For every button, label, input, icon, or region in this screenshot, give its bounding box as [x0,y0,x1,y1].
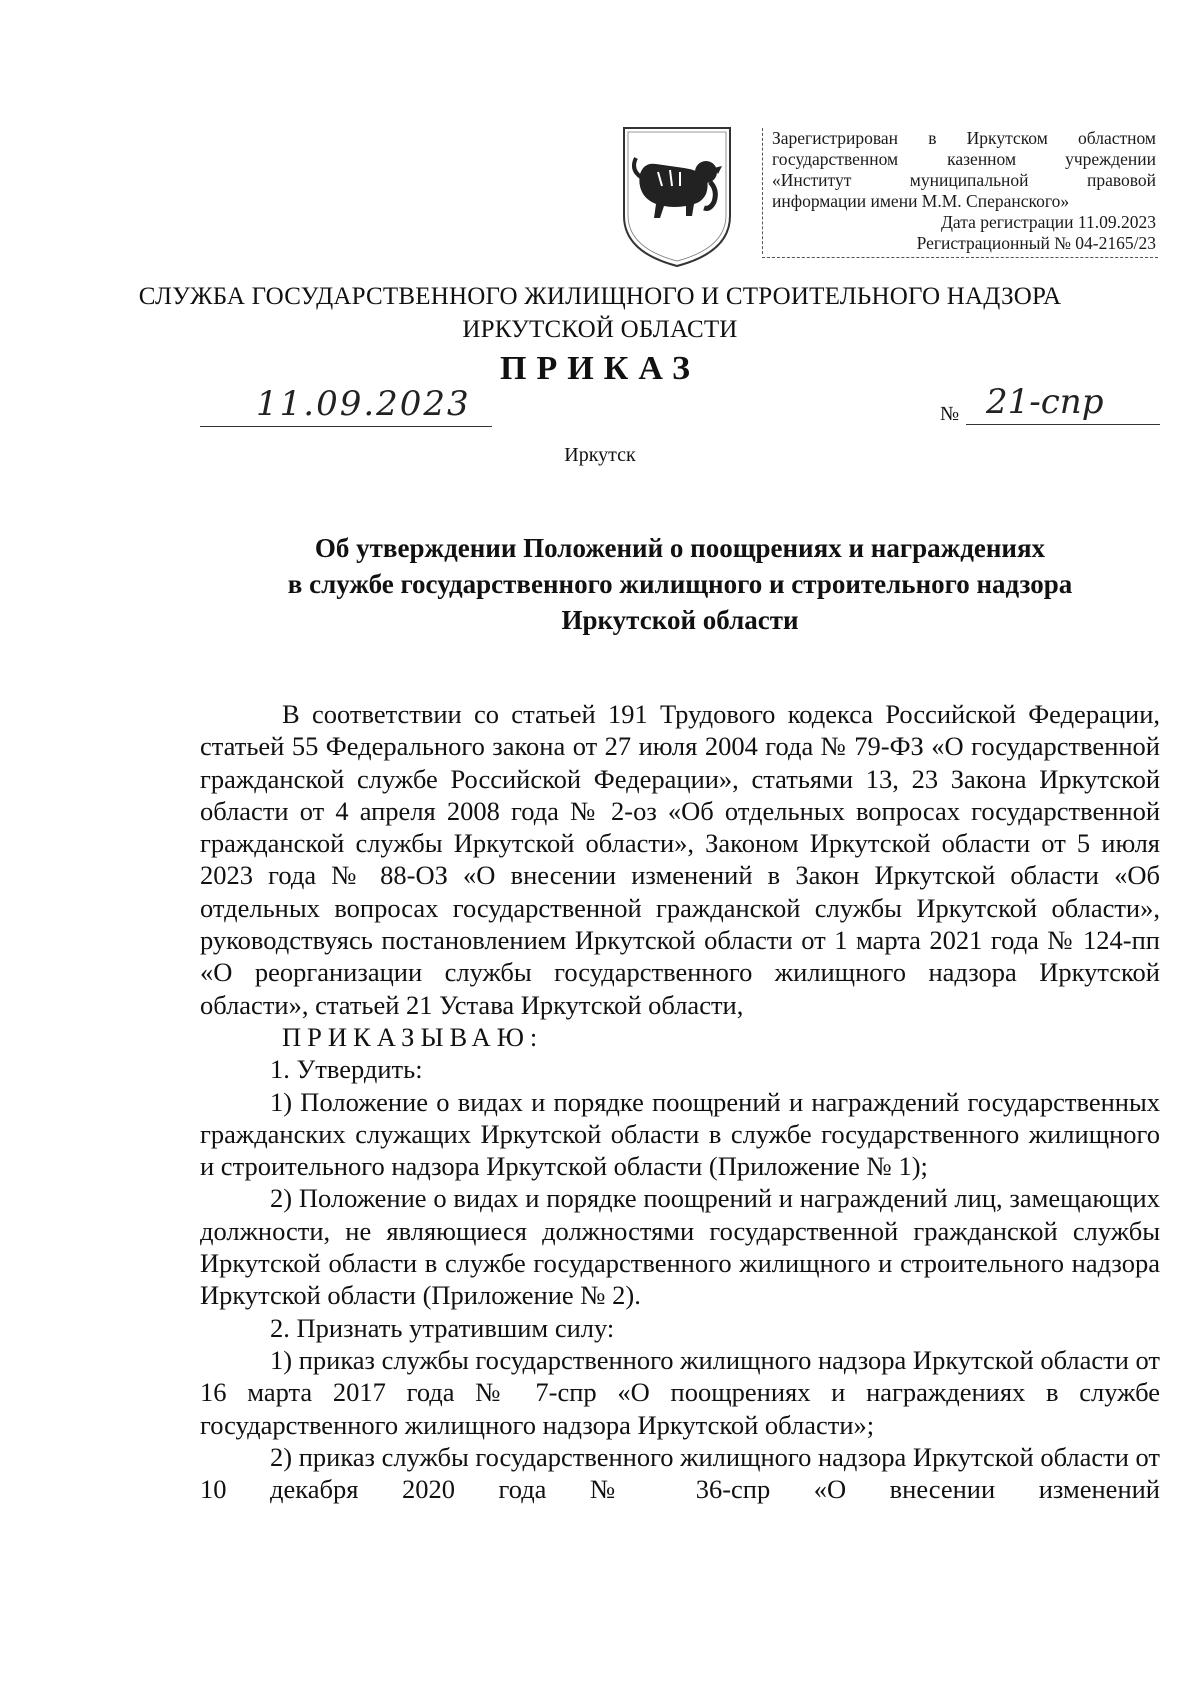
agency-name [50,280,1150,346]
stamp-border-bottom [762,257,1158,258]
preamble-paragraph: В соответствии со статьей 191 Трудового кодекса Российской Федерации, статьей 55 Федерального закона от 27 июля 2004 года № 79-ФЗ «О государственной гражданской службе Российской Федерации», статьями 13, 23 Закона Иркутской области от 4 апреля 2008 года № 2-оз «Об отдельных вопросах государственной гражданской службы Иркутской области», Законом Иркутской области от 5 июля 2023 года № 88-ОЗ «О внесении изменений в Закон Иркутской области «Об отдельных вопросах государственной гражданской службы Иркутской области», руководствуясь постановлением Иркутской области от 1 марта 2021 года № 124-пп «О реорганизации службы государственного жилищного надзора Иркутской области», статьей 21 Устава Иркутской области, [200,699,1160,1020]
stamp-line: «Институт муниципальной правовой [772,170,1156,190]
title-line3: Иркутской области [561,605,799,635]
agency-name-line1: СЛУЖБА ГОСУДАРСТВЕННОГО ЖИЛИЩНОГО И СТРОИТЕЛЬНОГО НАДЗОРА [138,283,1062,310]
handwritten-date: 11.09.2023 [256,384,471,424]
date-field [200,382,492,427]
stamp-registration-date: Дата регистрации 11.09.2023 [940,212,1156,232]
document-body [200,698,1160,1505]
title-line2: в службе государственного жилищного и строительного надзора [287,569,1073,599]
item-1: 1. Утвердить: [270,1054,423,1085]
city-name: Иркутск [564,444,636,466]
stamp-line: информации имени М.М. Сперанского» [772,191,1070,211]
handwritten-number: 21-спр [986,382,1104,422]
order-word: ПРИКАЗЫВАЮ: [282,1021,544,1052]
item-2: 2. Признать утратившим силу: [270,1312,615,1343]
document-title [200,530,1160,638]
agency-name-line2: ИРКУТСКОЙ ОБЛАСТИ [462,316,738,343]
document-type-heading: ПРИКАЗ [500,350,700,387]
item-1-1: 1) Положение о видах и порядке поощрений и награждений государственных гражданских служащих Иркутской области в службе государственного жилищного и строительного надзора Иркутской области (Приложение № 1); [200,1086,1160,1182]
stamp-registration-number: Регистрационный № 04-2165/23 [916,233,1156,253]
item-1-2: 2) Положение о видах и порядке поощрений и награждений лиц, замещающих должности, не являющиеся должностями государственной гражданской службы Иркутской области в службе государственного жилищного и строительного надзора Иркутской области (Приложение № 2). [200,1183,1160,1311]
stamp-line: государственном казенном учреждении [772,149,1156,169]
stamp-line: Зарегистрирован в Иркутском областном [772,128,1156,148]
number-field [966,380,1160,425]
coat-of-arms-emblem [618,124,736,270]
number-label: № [940,403,960,425]
registration-stamp [762,124,1158,258]
stamp-border-left [762,128,763,254]
item-2-2: 2) приказ службы государственного жилищного надзора Иркутской области от 10 декабря 2020 года № 36-спр «О внесении изменений [200,1441,1161,1505]
title-line1: Об утверждении Положений о поощрениях и награждениях [314,533,1046,563]
item-2-1: 1) приказ службы государственного жилищного надзора Иркутской области от 16 марта 2017 года № 7-спр «О поощрениях и награждениях в службе государственного жилищного надзора Иркутской области»; [200,1344,1161,1440]
